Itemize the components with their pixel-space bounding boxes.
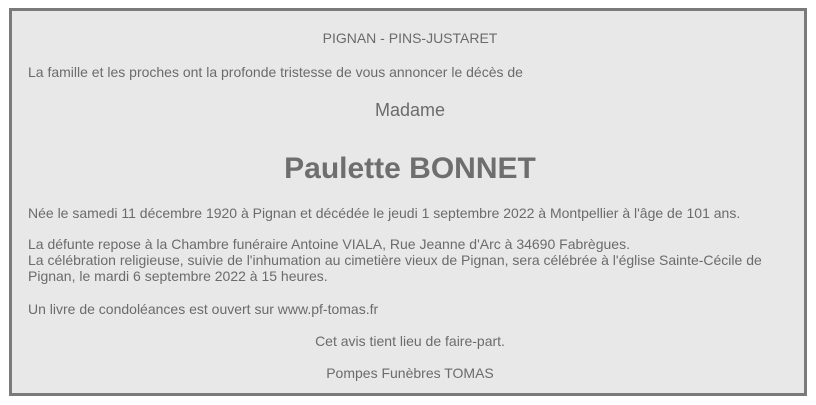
condolences-book: Un livre de condoléances est ouvert sur www.pf-tomas.fr (28, 301, 379, 317)
notice-intro: La famille et les proches ont la profonde tristesse de vous annoncer le décès de (28, 64, 523, 80)
ceremony-details (28, 236, 792, 284)
notice-civility: Madame (374, 100, 446, 120)
faire-part-notice: Cet avis tient lieu de faire-part. (315, 333, 505, 349)
ceremony-line: Pignan, le mardi 6 septembre 2022 à 15 heures. (28, 268, 328, 284)
deceased-name: Paulette BONNET (284, 152, 536, 185)
funeral-home-signature: Pompes Funèbres TOMAS (326, 365, 494, 381)
ceremony-line: La célébration religieuse, suivie de l'inhumation au cimetière vieux de Pignan, sera célébrée à l'église Sainte-Cécile de (28, 252, 762, 268)
ceremony-line: La défunte repose à la Chambre funéraire Antoine VIALA, Rue Jeanne d'Arc à 34690 Fabrègues. (28, 236, 630, 252)
birth-death-details: Née le samedi 11 décembre 1920 à Pignan et décédée le jeudi 1 septembre 2022 à Montpellier à l'âge de 101 ans. (28, 205, 741, 221)
notice-location: PIGNAN - PINS-JUSTARET (322, 30, 498, 46)
obituary-notice (9, 8, 807, 396)
